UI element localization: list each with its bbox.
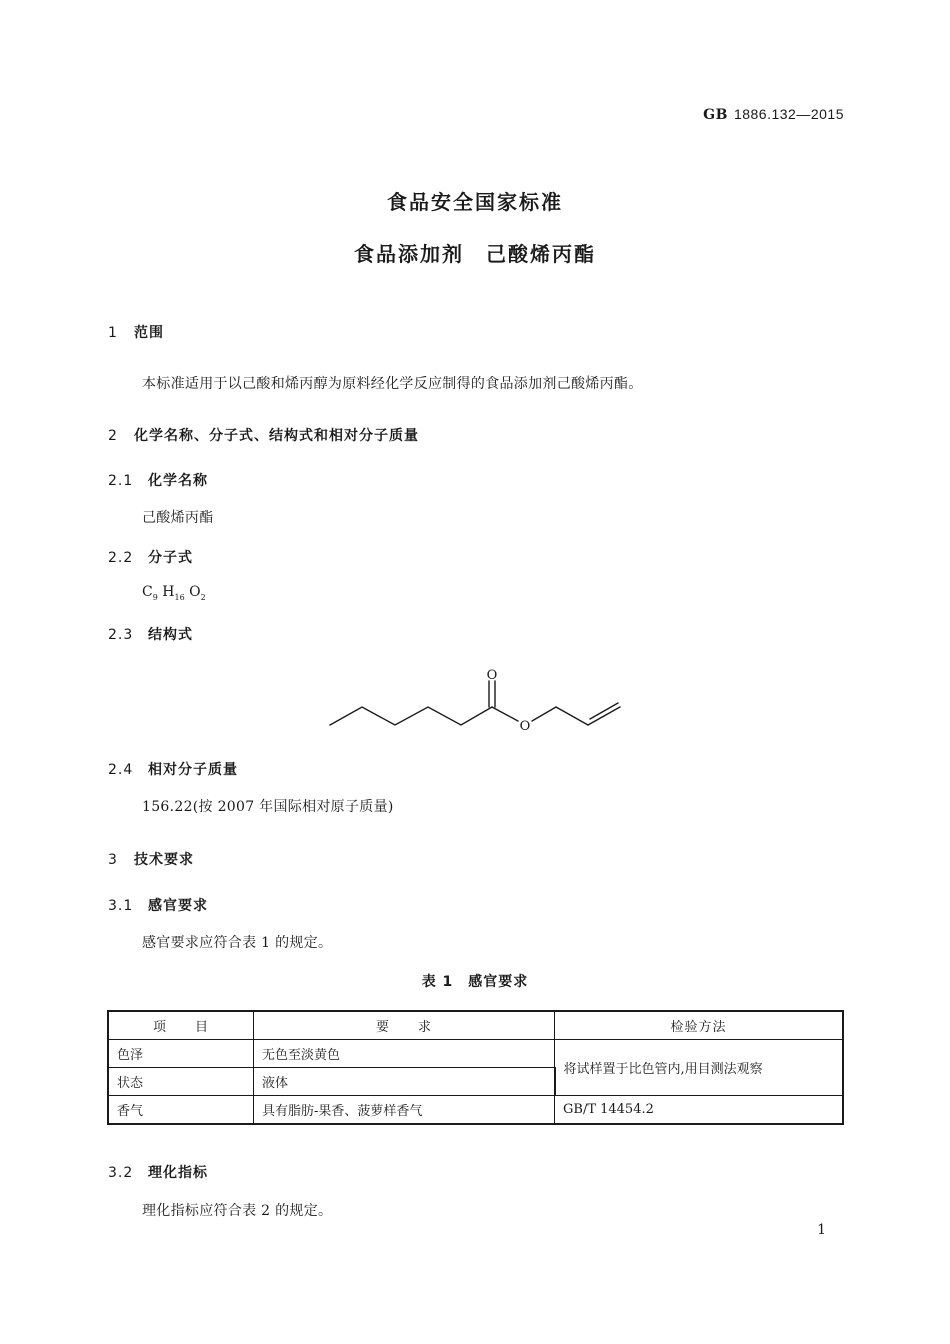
section-number: 2.2 xyxy=(108,550,134,566)
section-2-heading xyxy=(108,425,419,445)
sub-title: 食品添加剂 己酸烯丙酯 xyxy=(354,242,596,266)
section-2-2-heading xyxy=(108,547,193,567)
section-title: 结构式 xyxy=(148,627,193,643)
column-header-requirement: 要 求 xyxy=(254,1011,555,1040)
section-title: 理化指标 xyxy=(148,1165,208,1181)
cell-requirement: 具有脂肪-果香、菠萝样香气 xyxy=(254,1096,555,1125)
section-title: 分子式 xyxy=(148,550,193,566)
cell-requirement: 无色至淡黄色 xyxy=(254,1040,555,1068)
section-number: 3 xyxy=(108,852,118,868)
section-title: 相对分子质量 xyxy=(148,762,238,778)
section-2-1-heading xyxy=(108,470,208,490)
section-1-heading xyxy=(108,322,164,342)
structural-formula xyxy=(320,662,630,736)
cell-item: 香气 xyxy=(108,1096,254,1125)
section-title: 感官要求 xyxy=(148,898,208,914)
scope-paragraph: 本标准适用于以己酸和烯丙醇为原料经化学反应制得的食品添加剂己酸烯丙酯。 xyxy=(142,376,643,392)
page-number: 1 xyxy=(817,1222,826,1238)
sensory-requirements-table xyxy=(107,1010,844,1125)
section-number: 3.2 xyxy=(108,1165,134,1181)
sensory-paragraph: 感官要求应符合表 1 的规定。 xyxy=(142,935,333,951)
column-header-method: 检验方法 xyxy=(555,1011,844,1040)
standard-number xyxy=(703,106,844,123)
section-number: 1 xyxy=(108,325,118,341)
section-title: 化学名称、分子式、结构式和相对分子质量 xyxy=(134,428,419,444)
standard-prefix: GB xyxy=(703,107,728,123)
cell-method: 将试样置于比色管内,用目测法观察 xyxy=(555,1040,844,1096)
section-number: 2 xyxy=(108,428,118,444)
table-1-caption: 表 1 感官要求 xyxy=(421,974,529,990)
section-number: 2.3 xyxy=(108,627,134,643)
section-title: 化学名称 xyxy=(148,473,208,489)
carbonyl-oxygen-label: O xyxy=(486,668,498,683)
chemical-name: 己酸烯丙酯 xyxy=(142,510,214,526)
physicochemical-paragraph: 理化指标应符合表 2 的规定。 xyxy=(142,1203,333,1219)
table-row xyxy=(108,1040,843,1068)
section-3-heading xyxy=(108,849,194,869)
section-number: 3.1 xyxy=(108,898,134,914)
section-2-4-heading xyxy=(108,759,238,779)
section-title: 范围 xyxy=(134,325,164,341)
cell-method: GB/T 14454.2 xyxy=(555,1096,844,1125)
main-title: 食品安全国家标准 xyxy=(387,190,563,214)
cell-requirement: 液体 xyxy=(254,1068,555,1096)
section-number: 2.1 xyxy=(108,473,134,489)
section-2-3-heading xyxy=(108,624,193,644)
column-header-item: 项 目 xyxy=(108,1011,254,1040)
table-row xyxy=(108,1096,843,1125)
section-3-1-heading xyxy=(108,895,208,915)
molecular-mass: 156.22(按 2007 年国际相对原子质量) xyxy=(142,799,394,815)
standard-code: 1886.132—2015 xyxy=(733,106,844,122)
section-3-2-heading xyxy=(108,1162,208,1182)
cell-item: 色泽 xyxy=(108,1040,254,1068)
table-header-row xyxy=(108,1011,843,1040)
ester-oxygen-label: O xyxy=(519,719,531,734)
molecular-formula: $C_9$ $H_{16}$ $O_2$ xyxy=(142,584,206,602)
section-title: 技术要求 xyxy=(134,852,194,868)
cell-item: 状态 xyxy=(108,1068,254,1096)
section-number: 2.4 xyxy=(108,762,134,778)
